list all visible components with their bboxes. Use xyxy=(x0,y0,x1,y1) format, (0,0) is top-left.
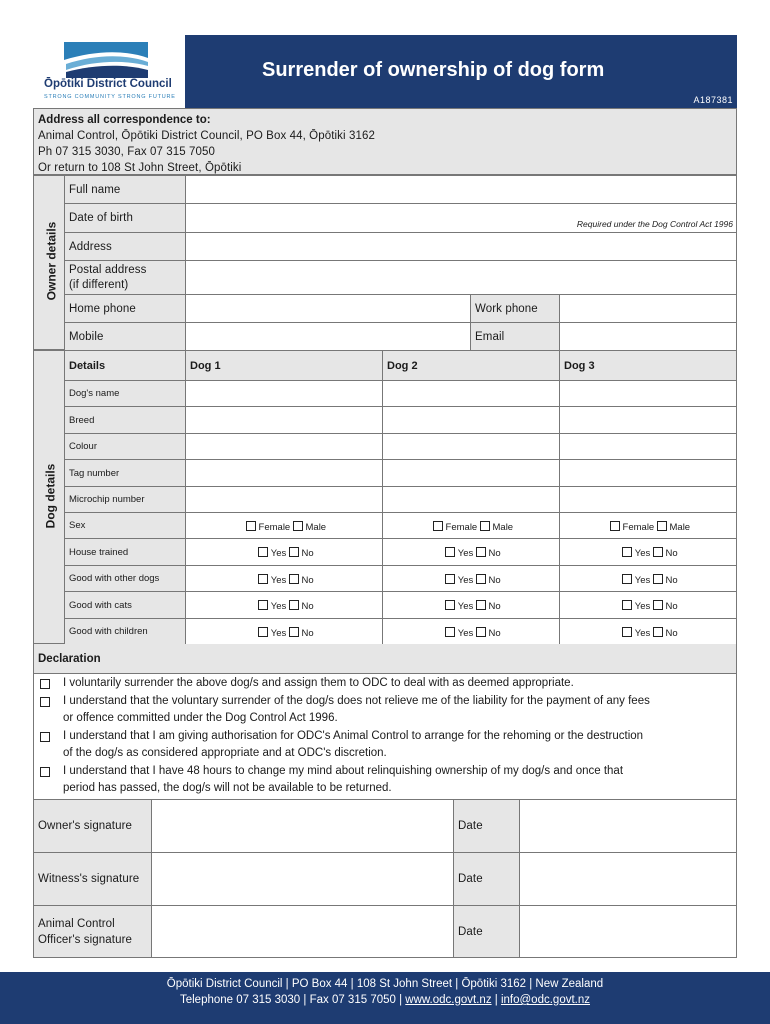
witness-signature-field[interactable] xyxy=(152,853,454,906)
owner-section-side xyxy=(33,175,65,350)
dog2-children-cell xyxy=(383,619,560,645)
dog2-tag-field[interactable] xyxy=(383,460,560,487)
postal-label xyxy=(65,261,186,295)
dog1-sex-cell xyxy=(186,513,383,539)
yes-text: Yes xyxy=(270,627,287,639)
yes-checkbox[interactable] xyxy=(622,627,632,637)
female-text: Female xyxy=(258,521,291,533)
no-checkbox[interactable] xyxy=(289,574,299,584)
yes-text: Yes xyxy=(270,601,287,612)
declaration-2-text-b: or offence committed under the Dog Control Act 1996. xyxy=(63,712,338,724)
declaration-1-checkbox[interactable] xyxy=(40,679,50,689)
signature-table xyxy=(33,799,737,958)
address-line-1: Animal Control, Ōpōtiki District Council, PO Box 44, Ōpōtiki 3162 xyxy=(38,130,375,142)
female-checkbox[interactable] xyxy=(433,521,443,531)
yes-checkbox[interactable] xyxy=(445,627,455,637)
dog-details-table xyxy=(64,350,737,645)
footer-bar xyxy=(0,972,770,1024)
dog3-other-dogs-cell xyxy=(560,566,737,592)
dog1-other-dogs-cell xyxy=(186,566,383,592)
yes-text: Yes xyxy=(270,574,287,586)
email-label: Email xyxy=(471,323,560,351)
yes-text: Yes xyxy=(634,548,651,559)
dog1-cats-cell xyxy=(186,592,383,619)
no-checkbox[interactable] xyxy=(476,574,486,584)
dog1-name-field[interactable] xyxy=(186,381,383,407)
yes-checkbox[interactable] xyxy=(445,600,455,610)
dog3-name-field[interactable] xyxy=(560,381,737,407)
address-line-3: Or return to 108 St John Street, Ōpōtiki xyxy=(38,162,242,174)
address-block xyxy=(33,108,737,175)
no-text: No xyxy=(301,548,314,559)
dog2-header: Dog 2 xyxy=(383,351,560,381)
title-banner xyxy=(185,35,737,108)
declaration-4-checkbox[interactable] xyxy=(40,767,50,777)
declaration-heading: Declaration xyxy=(38,653,101,665)
no-checkbox[interactable] xyxy=(476,547,486,557)
declaration-block xyxy=(33,674,737,799)
dog3-sex-cell xyxy=(560,513,737,539)
address-field[interactable] xyxy=(186,233,737,261)
sex-label: Sex xyxy=(65,513,186,539)
yes-checkbox[interactable] xyxy=(445,574,455,584)
yes-text: Yes xyxy=(457,627,474,639)
no-text: No xyxy=(665,574,678,586)
postal-label-text: Postal address xyxy=(69,263,147,276)
breed-label: Breed xyxy=(65,407,186,434)
female-text: Female xyxy=(445,521,478,533)
owner-section-label: Owner details xyxy=(44,221,59,301)
no-checkbox[interactable] xyxy=(476,627,486,637)
footer-separator: | xyxy=(491,994,501,1006)
house-trained-label: House trained xyxy=(65,539,186,566)
dog1-tag-field[interactable] xyxy=(186,460,383,487)
declaration-4-text-a: I understand that I have 48 hours to change my mind about relinquishing ownership of my dog/s and once that xyxy=(63,765,624,777)
full-name-label: Full name xyxy=(65,176,186,204)
no-text: No xyxy=(488,574,501,586)
yes-checkbox[interactable] xyxy=(622,574,632,584)
dog3-microchip-field[interactable] xyxy=(560,487,737,513)
declaration-heading-bar xyxy=(33,644,737,674)
dog2-sex-cell xyxy=(383,513,560,539)
declaration-4-text-b: period has passed, the dog/s will not be available to be returned. xyxy=(63,782,392,794)
yes-checkbox[interactable] xyxy=(622,600,632,610)
male-text: Male xyxy=(492,521,514,533)
no-checkbox[interactable] xyxy=(289,627,299,637)
yes-text: Yes xyxy=(270,548,287,559)
work-phone-label: Work phone xyxy=(471,295,560,323)
witness-date-field[interactable] xyxy=(520,853,737,906)
yes-text: Yes xyxy=(634,601,651,612)
dog3-colour-field[interactable] xyxy=(560,434,737,460)
address-line-2: Ph 07 315 3030, Fax 07 315 7050 xyxy=(38,146,216,158)
home-phone-field[interactable] xyxy=(186,295,471,323)
footer-address: Ōpōtiki District Council | PO Box 44 | 108 St John Street | Ōpōtiki 3162 | New Zealand xyxy=(166,978,604,990)
footer-contact xyxy=(0,994,770,1006)
no-text: No xyxy=(488,601,501,612)
dog2-microchip-field[interactable] xyxy=(383,487,560,513)
yes-text: Yes xyxy=(457,548,474,559)
witness-date-label: Date xyxy=(454,853,520,906)
yes-text: Yes xyxy=(457,601,474,612)
yes-checkbox[interactable] xyxy=(445,547,455,557)
email-field[interactable] xyxy=(560,323,737,351)
male-checkbox[interactable] xyxy=(293,521,303,531)
officer-date-field[interactable] xyxy=(520,906,737,958)
no-checkbox[interactable] xyxy=(653,574,663,584)
officer-label-line-2: Officer's signature xyxy=(38,933,133,946)
dog1-children-cell xyxy=(186,619,383,645)
female-checkbox[interactable] xyxy=(610,521,620,531)
yes-checkbox[interactable] xyxy=(622,547,632,557)
full-name-field[interactable] xyxy=(186,176,737,204)
good-cats-label: Good with cats xyxy=(65,592,186,619)
tag-label: Tag number xyxy=(65,460,186,487)
dog1-header: Dog 1 xyxy=(186,351,383,381)
form-title: Surrender of ownership of dog form xyxy=(262,59,605,81)
dog3-breed-field[interactable] xyxy=(560,407,737,434)
declaration-1-text: I voluntarily surrender the above dog/s and assign them to ODC to deal with as deemed appropriate. xyxy=(63,677,574,689)
no-checkbox[interactable] xyxy=(289,547,299,557)
footer-website-link[interactable]: www.odc.govt.nz xyxy=(405,994,492,1006)
owner-details-table xyxy=(64,175,737,351)
good-other-dogs-label: Good with other dogs xyxy=(65,566,186,592)
yes-checkbox[interactable] xyxy=(258,547,268,557)
colour-label: Colour xyxy=(65,434,186,460)
female-checkbox[interactable] xyxy=(246,521,256,531)
no-checkbox[interactable] xyxy=(476,600,486,610)
yes-checkbox[interactable] xyxy=(258,627,268,637)
dog2-other-dogs-cell xyxy=(383,566,560,592)
dog1-colour-field[interactable] xyxy=(186,434,383,460)
dog2-house-cell xyxy=(383,539,560,566)
address-label: Address xyxy=(65,233,186,261)
dob-field[interactable] xyxy=(186,204,737,233)
male-checkbox[interactable] xyxy=(480,521,490,531)
dob-label: Date of birth xyxy=(65,204,186,233)
microchip-label: Microchip number xyxy=(65,487,186,513)
no-text: No xyxy=(488,627,501,639)
details-header: Details xyxy=(65,351,186,381)
work-phone-field[interactable] xyxy=(560,295,737,323)
officer-signature-field[interactable] xyxy=(152,906,454,958)
no-text: No xyxy=(488,548,501,559)
no-text: No xyxy=(301,627,314,639)
postal-field[interactable] xyxy=(186,261,737,295)
no-text: No xyxy=(301,574,314,586)
yes-checkbox[interactable] xyxy=(258,574,268,584)
dog3-tag-field[interactable] xyxy=(560,460,737,487)
declaration-3-text-b: of the dog/s as considered appropriate and at ODC's discretion. xyxy=(63,747,387,759)
owner-date-label: Date xyxy=(454,800,520,853)
dog1-microchip-field[interactable] xyxy=(186,487,383,513)
officer-label-line-1: Animal Control xyxy=(38,917,115,930)
dog3-cats-cell xyxy=(560,592,737,619)
council-name: Ōpōtiki District Council xyxy=(44,78,172,90)
logo-mark-icon xyxy=(36,36,184,84)
no-checkbox[interactable] xyxy=(653,600,663,610)
male-text: Male xyxy=(305,521,327,533)
no-checkbox[interactable] xyxy=(653,547,663,557)
dog-section-side xyxy=(33,350,65,644)
female-text: Female xyxy=(622,521,655,533)
male-checkbox[interactable] xyxy=(657,521,667,531)
home-phone-label: Home phone xyxy=(65,295,186,323)
declaration-3-checkbox[interactable] xyxy=(40,732,50,742)
dog2-breed-field[interactable] xyxy=(383,407,560,434)
mobile-field[interactable] xyxy=(186,323,471,351)
owner-date-field[interactable] xyxy=(520,800,737,853)
yes-text: Yes xyxy=(457,574,474,586)
mobile-label: Mobile xyxy=(65,323,186,351)
dog1-house-cell xyxy=(186,539,383,566)
council-logo xyxy=(36,36,184,106)
dog-name-label: Dog's name xyxy=(65,381,186,407)
no-checkbox[interactable] xyxy=(289,600,299,610)
owner-signature-label: Owner's signature xyxy=(34,800,152,853)
footer-phone-fax: Telephone 07 315 3030 | Fax 07 315 7050 | xyxy=(179,994,406,1006)
no-text: No xyxy=(665,548,678,559)
male-text: Male xyxy=(669,521,691,533)
dog3-children-cell xyxy=(560,619,737,645)
no-text: No xyxy=(665,627,678,639)
dob-required-note: Required under the Dog Control Act 1996 xyxy=(576,219,733,229)
form-ref: A187381 xyxy=(693,95,733,105)
good-children-label: Good with children xyxy=(65,619,186,645)
no-text: No xyxy=(301,601,314,612)
dog2-name-field[interactable] xyxy=(383,381,560,407)
dog3-header: Dog 3 xyxy=(560,351,737,381)
dog2-colour-field[interactable] xyxy=(383,434,560,460)
no-checkbox[interactable] xyxy=(653,627,663,637)
postal-label-note: (if different) xyxy=(69,278,129,291)
dog-section-label: Dog details xyxy=(43,463,58,529)
declaration-2-checkbox[interactable] xyxy=(40,697,50,707)
yes-text: Yes xyxy=(634,627,651,639)
declaration-3-text-a: I understand that I am giving authorisation for ODC's Animal Control to arrange for the rehoming or the destruction xyxy=(63,730,644,742)
witness-signature-label: Witness's signature xyxy=(34,853,152,906)
officer-signature-label xyxy=(34,906,152,958)
no-text: No xyxy=(665,601,678,612)
footer-email-link[interactable]: info@odc.govt.nz xyxy=(500,994,590,1006)
dog1-breed-field[interactable] xyxy=(186,407,383,434)
address-heading: Address all correspondence to: xyxy=(38,114,211,126)
owner-signature-field[interactable] xyxy=(152,800,454,853)
officer-date-label: Date xyxy=(454,906,520,958)
dog2-cats-cell xyxy=(383,592,560,619)
dog3-house-cell xyxy=(560,539,737,566)
council-tagline: STRONG COMMUNITY STRONG FUTURE xyxy=(44,94,176,100)
declaration-2-text-a: I understand that the voluntary surrender of the dog/s does not relieve me of the liability for the payment of any fees xyxy=(63,695,650,707)
yes-text: Yes xyxy=(634,574,651,586)
yes-checkbox[interactable] xyxy=(258,600,268,610)
